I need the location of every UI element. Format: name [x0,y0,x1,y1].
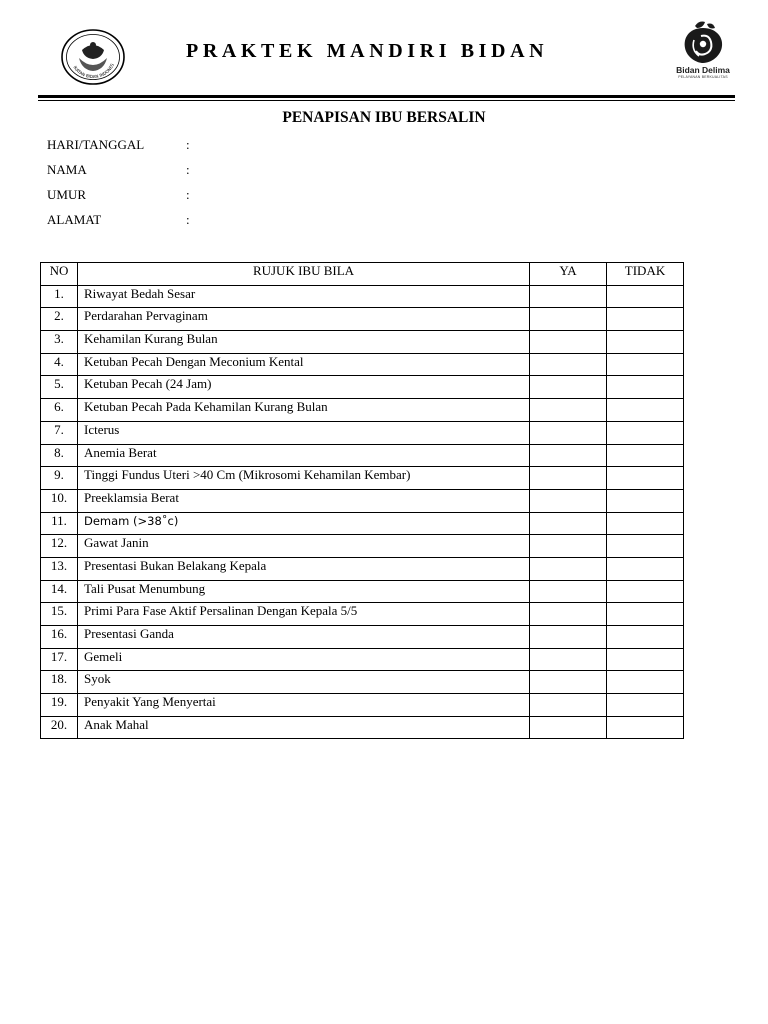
row-criterion: Penyakit Yang Menyertai [78,694,530,717]
ya-checkbox-cell[interactable] [530,557,607,580]
ya-checkbox-cell[interactable] [530,444,607,467]
header-no: NO [41,263,78,286]
row-criterion: Ketuban Pecah Pada Kehamilan Kurang Bulan [78,399,530,422]
tidak-checkbox-cell[interactable] [607,331,684,354]
tidak-checkbox-cell[interactable] [607,626,684,649]
row-criterion: Primi Para Fase Aktif Persalinan Dengan Kepala 5/5 [78,603,530,626]
row-number: 7. [41,421,78,444]
header-divider-thick [38,95,735,98]
ya-checkbox-cell[interactable] [530,535,607,558]
row-criterion: Gawat Janin [78,535,530,558]
row-criterion: Ketuban Pecah Dengan Meconium Kental [78,353,530,376]
table-row [41,353,684,376]
tidak-checkbox-cell[interactable] [607,376,684,399]
tidak-checkbox-cell[interactable] [607,603,684,626]
row-number: 8. [41,444,78,467]
table-row [41,489,684,512]
row-criterion: Riwayat Bedah Sesar [78,285,530,308]
row-number: 20. [41,716,78,739]
row-number: 10. [41,489,78,512]
bidan-delima-brand: Bidan Delima [676,65,730,75]
tidak-checkbox-cell[interactable] [607,444,684,467]
ibi-logo-text: IKATAN BIDAN INDONES [72,62,115,80]
table-row [41,376,684,399]
row-criterion: Tinggi Fundus Uteri >40 Cm (Mikrosomi Kehamilan Kembar) [78,467,530,490]
tidak-checkbox-cell[interactable] [607,535,684,558]
header-tidak: TIDAK [607,263,684,286]
table-header-row [41,263,684,286]
ibi-logo [60,28,126,86]
row-criterion: Kehamilan Kurang Bulan [78,331,530,354]
table-row [41,557,684,580]
row-number: 15. [41,603,78,626]
tidak-checkbox-cell[interactable] [607,285,684,308]
tidak-checkbox-cell[interactable] [607,557,684,580]
row-number: 11. [41,512,78,535]
table-row [41,648,684,671]
row-criterion: Preeklamsia Berat [78,489,530,512]
row-number: 4. [41,353,78,376]
ya-checkbox-cell[interactable] [530,376,607,399]
table-row [41,603,684,626]
tidak-checkbox-cell[interactable] [607,716,684,739]
header-rujuk-ibu-bila: RUJUK IBU BILA [78,263,530,286]
tidak-checkbox-cell[interactable] [607,421,684,444]
tidak-checkbox-cell[interactable] [607,580,684,603]
table-row [41,580,684,603]
bidan-delima-tagline: PELAYANAN BERKUALITAS [678,75,728,79]
row-criterion: Gemeli [78,648,530,671]
row-number: 1. [41,285,78,308]
field-separator: : [186,212,190,227]
ya-checkbox-cell[interactable] [530,308,607,331]
ya-checkbox-cell[interactable] [530,671,607,694]
tidak-checkbox-cell[interactable] [607,694,684,717]
tidak-checkbox-cell[interactable] [607,467,684,490]
field-hari-tanggal[interactable] [47,137,198,162]
row-number: 17. [41,648,78,671]
ya-checkbox-cell[interactable] [530,467,607,490]
ya-checkbox-cell[interactable] [530,353,607,376]
field-separator: : [186,162,190,177]
row-number: 16. [41,626,78,649]
table-row [41,671,684,694]
document-title: PENAPISAN IBU BERSALIN [282,109,486,126]
table-row [41,308,684,331]
row-criterion: Presentasi Ganda [78,626,530,649]
field-label: HARI/TANGGAL [47,137,145,152]
row-criterion: Perdarahan Pervaginam [78,308,530,331]
ya-checkbox-cell[interactable] [530,512,607,535]
field-nama[interactable] [47,162,198,187]
ya-checkbox-cell[interactable] [530,399,607,422]
ya-checkbox-cell[interactable] [530,648,607,671]
patient-fields [47,137,198,237]
ya-checkbox-cell[interactable] [530,716,607,739]
table-row [41,512,684,535]
ya-checkbox-cell[interactable] [530,489,607,512]
tidak-checkbox-cell[interactable] [607,648,684,671]
ya-checkbox-cell[interactable] [530,626,607,649]
ya-checkbox-cell[interactable] [530,421,607,444]
table-row [41,694,684,717]
bidan-delima-emblem-icon [681,20,725,64]
ya-checkbox-cell[interactable] [530,285,607,308]
row-number: 3. [41,331,78,354]
tidak-checkbox-cell[interactable] [607,353,684,376]
table-row [41,716,684,739]
row-criterion: Presentasi Bukan Belakang Kepala [78,557,530,580]
ya-checkbox-cell[interactable] [530,331,607,354]
table-row [41,444,684,467]
row-criterion: Anak Mahal [78,716,530,739]
row-number: 6. [41,399,78,422]
ya-checkbox-cell[interactable] [530,694,607,717]
field-label: ALAMAT [47,212,102,227]
table-row [41,626,684,649]
table-row [41,421,684,444]
row-criterion: Anemia Berat [78,444,530,467]
tidak-checkbox-cell[interactable] [607,512,684,535]
screening-table [40,262,684,739]
header-divider-thin [38,100,735,101]
row-number: 13. [41,557,78,580]
ya-checkbox-cell[interactable] [530,603,607,626]
table-row [41,467,684,490]
tidak-checkbox-cell[interactable] [607,489,684,512]
row-number: 9. [41,467,78,490]
row-number: 19. [41,694,78,717]
row-number: 14. [41,580,78,603]
field-label: UMUR [47,187,87,202]
row-number: 2. [41,308,78,331]
field-alamat[interactable] [47,212,198,237]
bidan-delima-logo [672,20,734,92]
tidak-checkbox-cell[interactable] [607,308,684,331]
row-criterion: Tali Pusat Menumbung [78,580,530,603]
tidak-checkbox-cell[interactable] [607,399,684,422]
table-row [41,285,684,308]
practice-title: PRAKTEK MANDIRI BIDAN [186,40,549,62]
field-label: NAMA [47,162,87,177]
row-criterion: Icterus [78,421,530,444]
table-row [41,399,684,422]
field-umur[interactable] [47,187,198,212]
tidak-checkbox-cell[interactable] [607,671,684,694]
row-number: 12. [41,535,78,558]
table-row [41,331,684,354]
field-separator: : [186,187,190,202]
header-ya: YA [530,263,607,286]
ya-checkbox-cell[interactable] [530,580,607,603]
row-number: 18. [41,671,78,694]
row-criterion: Syok [78,671,530,694]
row-number: 5. [41,376,78,399]
row-criterion: Demam (>38˚c) [78,512,530,535]
table-row [41,535,684,558]
field-separator: : [186,137,190,152]
row-criterion: Ketuban Pecah (24 Jam) [78,376,530,399]
